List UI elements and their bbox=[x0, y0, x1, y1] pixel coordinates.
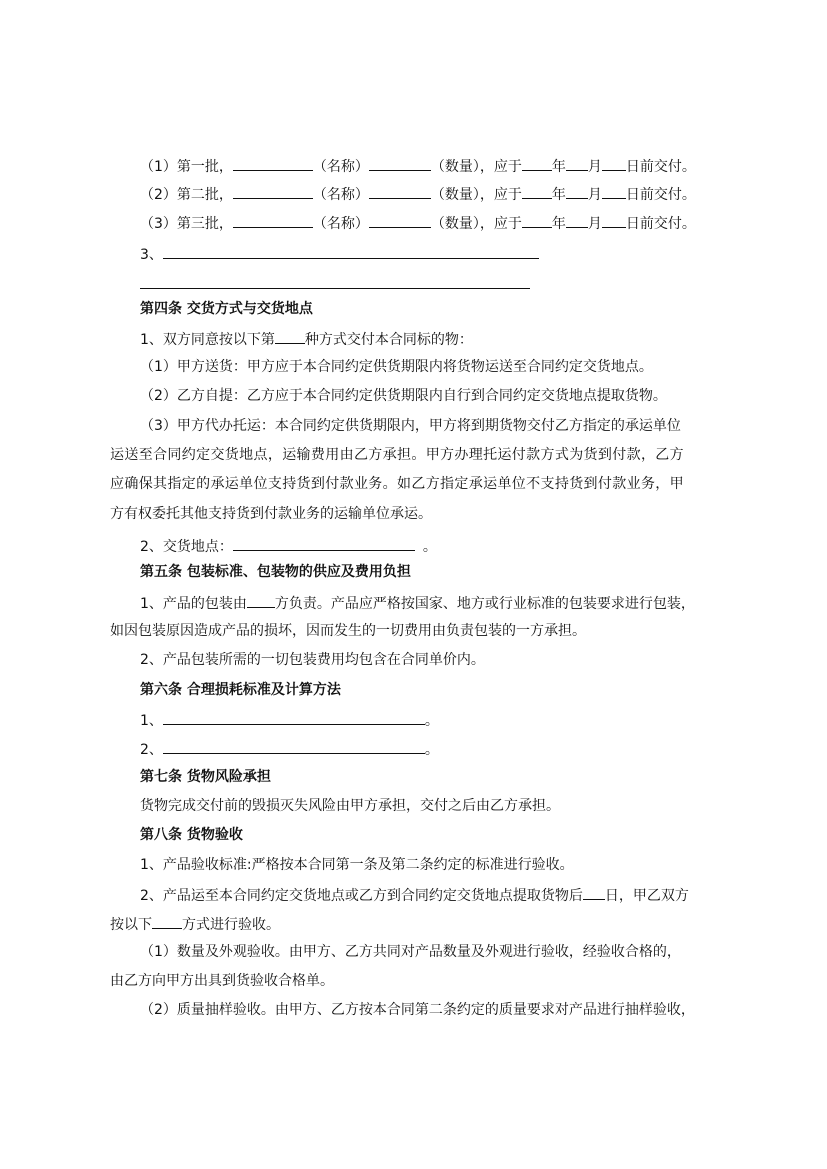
batch1-day-blank[interactable] bbox=[602, 155, 626, 171]
article4-heading: 第四条 交货方式与交货地点 bbox=[140, 301, 313, 317]
article5-heading: 第五条 包装标准、包装物的供应及费用负担 bbox=[140, 564, 411, 580]
article4-option3-line3: 应确保其指定的承运单位支持货到付款业务。如乙方指定承运单位不支持货到付款业务，甲 bbox=[110, 476, 684, 492]
item3-blank-continuation[interactable] bbox=[140, 288, 530, 289]
article6-item1: 1、 。 bbox=[140, 709, 439, 731]
item3-line: 3、 bbox=[140, 243, 539, 265]
batch3-month-blank[interactable] bbox=[566, 212, 588, 228]
article8-check1-line2: 由乙方向甲方出具到货验收合格单。 bbox=[110, 973, 334, 989]
batch2-month-blank[interactable] bbox=[566, 183, 588, 199]
batch2-day-blank[interactable] bbox=[602, 183, 626, 199]
article8-clause2-line1: 2、产品运至本合同约定交货地点或乙方到合同约定交货地点提取货物后 日，甲乙双方 bbox=[140, 884, 689, 906]
article5-clause1-line2: 如因包装原因造成产品的损坏，因而发生的一切费用由负责包装的一方承担。 bbox=[110, 623, 586, 639]
article4-option2: （2）乙方自提：乙方应于本合同约定供货期限内自行到合同约定交货地点提取货物。 bbox=[140, 388, 667, 404]
article4-clause1: 1、双方同意按以下第 种方式交付本合同标的物： bbox=[140, 328, 473, 350]
loss-standard-blank-1[interactable] bbox=[163, 709, 425, 725]
batch3-year-blank[interactable] bbox=[522, 212, 552, 228]
article7-text: 货物完成交付前的毁损灭失风险由甲方承担，交付之后由乙方承担。 bbox=[140, 798, 560, 814]
batch3-name-blank[interactable] bbox=[233, 212, 313, 228]
packaging-party-blank[interactable] bbox=[247, 592, 275, 608]
batch3-qty-blank[interactable] bbox=[369, 212, 431, 228]
article6-heading: 第六条 合理损耗标准及计算方法 bbox=[140, 682, 341, 698]
article8-clause2-line2: 按以下 方式进行验收。 bbox=[110, 913, 280, 935]
batch-line-3: （3）第三批， （名称） （数量），应于 年 月 日前交付。 bbox=[140, 212, 696, 234]
batch3-day-blank[interactable] bbox=[602, 212, 626, 228]
article4-option3-line2: 运送至合同约定交货地点，运输费用由乙方承担。甲方办理托运付款方式为货到付款，乙方 bbox=[110, 447, 684, 463]
article8-check1-line1: （1）数量及外观验收。由甲方、乙方共同对产品数量及外观进行验收，经验收合格的， bbox=[140, 944, 681, 960]
acceptance-method-blank[interactable] bbox=[152, 913, 182, 929]
batch1-year-blank[interactable] bbox=[522, 155, 552, 171]
batch-line-1: （1）第一批， （名称） （数量），应于 年 月 日前交付。 bbox=[140, 155, 696, 177]
batch2-year-blank[interactable] bbox=[522, 183, 552, 199]
article8-clause1: 1、产品验收标准:严格按本合同第一条及第二条约定的标准进行验收。 bbox=[140, 857, 574, 873]
item3-blank[interactable] bbox=[163, 243, 539, 259]
article5-clause2: 2、产品包装所需的一切包装费用均包含在合同单价内。 bbox=[140, 652, 485, 668]
batch1-month-blank[interactable] bbox=[566, 155, 588, 171]
article5-clause1-line1: 1、产品的包装由 方负责。产品应严格按国家、地方或行业标准的包装要求进行包装， bbox=[140, 592, 695, 614]
acceptance-days-blank[interactable] bbox=[583, 884, 605, 900]
article8-heading: 第八条 货物验收 bbox=[140, 827, 243, 843]
article4-option1: （1）甲方送货：甲方应于本合同约定供货期限内将货物运送至合同约定交货地点。 bbox=[140, 359, 653, 375]
article4-option3-line1: （3）甲方代办托运：本合同约定供货期限内，甲方将到期货物交付乙方指定的承运单位 bbox=[140, 418, 681, 434]
delivery-method-blank[interactable] bbox=[275, 328, 305, 344]
article4-option3-line4: 方有权委托其他支持货到付款业务的运输单位承运。 bbox=[110, 506, 432, 522]
article6-item2: 2、 。 bbox=[140, 738, 439, 760]
article4-clause2: 2、交货地点： 。 bbox=[140, 535, 437, 557]
batch2-name-blank[interactable] bbox=[233, 183, 313, 199]
batch-line-2: （2）第二批， （名称） （数量），应于 年 月 日前交付。 bbox=[140, 183, 696, 205]
delivery-place-blank[interactable] bbox=[233, 535, 415, 551]
batch1-name-blank[interactable] bbox=[233, 155, 313, 171]
article7-heading: 第七条 货物风险承担 bbox=[140, 769, 271, 785]
batch1-qty-blank[interactable] bbox=[369, 155, 431, 171]
loss-standard-blank-2[interactable] bbox=[163, 738, 425, 754]
article8-check2-line1: （2）质量抽样验收。由甲方、乙方按本合同第二条约定的质量要求对产品进行抽样验收， bbox=[140, 1002, 695, 1018]
batch2-qty-blank[interactable] bbox=[369, 183, 431, 199]
